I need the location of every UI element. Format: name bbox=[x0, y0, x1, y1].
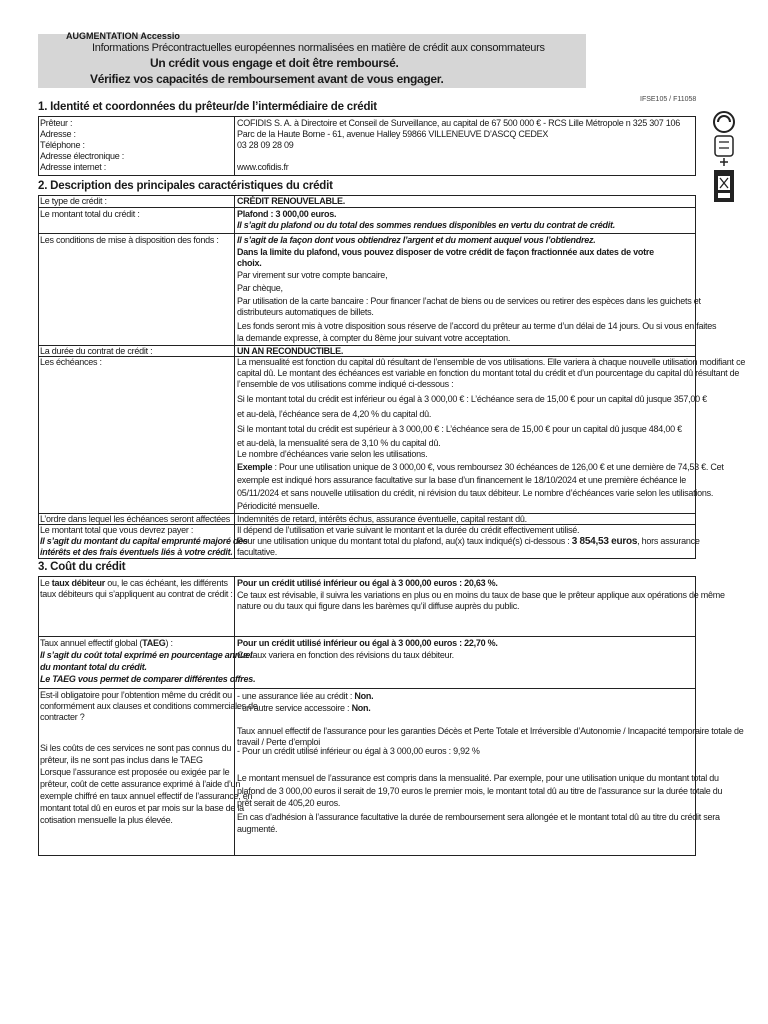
installments-line: Périodicité mensuelle. bbox=[237, 501, 320, 511]
insurance-detail-line: travail / Perte d’emploi bbox=[237, 737, 321, 747]
funds-conditions-line: Par utilisation de la carte bancaire : Pour financer l’achat de biens ou de services ou retirer des espèces dans les guichets et bbox=[237, 296, 701, 306]
total-payable-note: Il s’agit du montant du capital emprunté majoré des bbox=[40, 536, 248, 546]
installments-example: Exemple : Pour une utilisation unique de 3 000,00 €, vous remboursez 30 échéances de 126,00 € et une dernière de 74,53 €. Cet bbox=[237, 462, 724, 472]
allocation-order-value: Indemnités de retard, intérêts échus, assurance éventuelle, capital restant dû. bbox=[237, 514, 527, 524]
total-payable-label: Le montant total que vous devrez payer : bbox=[40, 525, 194, 535]
address-label: Adresse : bbox=[40, 129, 76, 139]
insurance-detail-line: augmenté. bbox=[237, 824, 278, 834]
side-icon-strip bbox=[710, 108, 738, 204]
document-subtitle: Informations Précontractuelles européennes normalisées en matière de crédit aux consommateurs bbox=[92, 42, 545, 54]
funds-conditions-line: la demande expresse, à compter du 8ème jour suivant votre acceptation. bbox=[237, 333, 511, 343]
insurance-detail-line: - Pour un crédit utilisé inférieur ou égal à 3 000,00 euros : 9,92 % bbox=[237, 746, 480, 756]
duration-value: UN AN RECONDUCTIBLE. bbox=[237, 346, 344, 356]
section-1-title: 1. Identité et coordonnées du prêteur/de l’intermédiaire de crédit bbox=[38, 101, 377, 113]
insurance-question-line: prêteur, ils ne sont pas inclus dans le TAEG bbox=[40, 755, 203, 765]
total-payable-amount-line: Pour une utilisation unique du montant total du plafond, au(x) taux indiqué(s) ci-dessous : 3 854,53 euros, hors assurance bbox=[237, 536, 700, 547]
borrowing-rate-label-2: taux débiteurs qui s’appliquent au contrat de crédit : bbox=[40, 589, 233, 599]
insurance-question-line: cotisation mensuelle la plus élevée. bbox=[40, 815, 173, 825]
taeg-value: Pour un crédit utilisé inférieur ou égal à 3 000,00 euros : 22,70 %. bbox=[237, 638, 498, 648]
funds-conditions-line: Par virement sur votre compte bancaire, bbox=[237, 270, 388, 280]
insurance-question-line: Lorsque l’assurance est proposée ou exigée par le bbox=[40, 767, 230, 777]
allocation-order-label: L’ordre dans lequel les échéances seront affectées bbox=[40, 514, 230, 524]
insurance-detail-line: Taux annuel effectif de l’assurance pour les garanties Décès et Perte Totale et Irréversible d’Autonomie / Incapacité temporaire totale de bbox=[237, 726, 744, 736]
borrowing-rate-label: Le taux débiteur ou, le cas échéant, les différents bbox=[40, 578, 228, 588]
installments-line: capital dû. Le montant des échéances est variable en fonction du montant total du crédit et d’un pourcentage du capital dû résultant de bbox=[237, 368, 740, 378]
insurance-detail-line: prêt serait de 405,20 euros. bbox=[237, 798, 341, 808]
insurance-question-line: prêteur, coût de cette assurance exprimé à l’aide d’un bbox=[40, 779, 241, 789]
taeg-note: du montant total du crédit. bbox=[40, 662, 147, 672]
section-2-title: 2. Description des principales caractéristiques du crédit bbox=[38, 180, 333, 192]
warning-line-1: Un crédit vous engage et doit être remboursé. bbox=[150, 56, 399, 70]
taeg-note: Il s’agit du coût total exprimé en pourcentage annuel bbox=[40, 650, 253, 660]
borrowing-rate-line: Ce taux est révisable, il suivra les variations en plus ou en moins du taux de base que le prêteur applique aux opérations de même bbox=[237, 590, 725, 600]
taeg-note: Le TAEG vous permet de comparer différentes offres. bbox=[40, 674, 256, 684]
installments-line: exemple est indiqué hors assurance facultative sur la base d’un financement le 18/10/2024 et une première échéance le bbox=[237, 475, 687, 485]
taeg-line: Ce taux variera en fonction des révisions du taux débiteur. bbox=[237, 650, 454, 660]
taeg-label: Taux annuel effectif global (TAEG) : bbox=[40, 638, 173, 648]
insurance-question-line: conformément aux clauses et conditions commerciales de bbox=[40, 701, 258, 711]
installments-line: 05/11/2024 et sans nouvelle utilisation du crédit, ni révision du taux débiteur. Le nombre d’échéances varie selon les utilisations. bbox=[237, 488, 714, 498]
insurance-question-line: Si les coûts de ces services ne sont pas connus du bbox=[40, 743, 232, 753]
insurance-question-line: contracter ? bbox=[40, 712, 85, 722]
funds-conditions-line: choix. bbox=[237, 258, 262, 268]
installments-line: et au-delà, l’échéance sera de 4,20 % du capital dû. bbox=[237, 409, 432, 419]
phone-value: 03 28 09 28 09 bbox=[237, 140, 294, 150]
total-payable-line: facultative. bbox=[237, 547, 278, 557]
installments-line: Le nombre d’échéances varie selon les utilisations. bbox=[237, 449, 428, 459]
warning-line-2: Vérifiez vos capacités de remboursement avant de vous engager. bbox=[90, 72, 444, 86]
insurance-question-line: Est-il obligatoire pour l’obtention même du crédit ou bbox=[40, 690, 232, 700]
total-amount-note: Il s’agit du plafond ou du total des sommes rendues disponibles en vertu du contrat de crédit. bbox=[237, 220, 616, 230]
funds-conditions-line: distributeurs automatiques de billets. bbox=[237, 307, 374, 317]
lender-value: COFIDIS S. A. à Directoire et Conseil de Surveillance, au capital de 67 500 000 € - RCS Lille Métropole n 325 307 106 bbox=[237, 118, 681, 128]
website-label: Adresse internet : bbox=[40, 162, 107, 172]
linked-insurance-answer: - une assurance liée au crédit : Non. bbox=[237, 691, 374, 701]
address-value: Parc de la Haute Borne - 61, avenue Halley 59866 VILLENEUVE D’ASCQ CEDEX bbox=[237, 129, 549, 139]
recycling-icon bbox=[710, 108, 738, 204]
installments-line: Si le montant total du crédit est inférieur ou égal à 3 000,00 € : L’échéance sera de 15,00 € pour un capital dû jusque 357,00 € bbox=[237, 394, 707, 404]
installments-line: l’ensemble de vos utilisations comme indiqué ci-dessous : bbox=[237, 379, 454, 389]
insurance-detail-line: En cas d’adhésion à l’assurance facultative la durée de remboursement sera allongée et le montant total dû au titre du crédit sera bbox=[237, 812, 720, 822]
duration-label: La durée du contrat de crédit : bbox=[40, 346, 153, 356]
funds-conditions-line: Les fonds seront mis à votre disposition sous réserve de l’accord du prêteur au terme d’un délai de 14 jours. Ou si vous en faites bbox=[237, 321, 717, 331]
other-service-answer: - un autre service accessoire : Non. bbox=[237, 703, 371, 713]
credit-type-value: CRÉDIT RENOUVELABLE. bbox=[237, 196, 346, 206]
document-reference: IFSE105 / F11058 bbox=[640, 96, 697, 103]
insurance-question-line: montant total dû en euros et par mois sur la base de la bbox=[40, 803, 244, 813]
funds-conditions-line: Il s’agit de la façon dont vous obtiendrez l’argent et du moment auquel vous l’obtiendrez. bbox=[237, 235, 596, 245]
installments-line: Si le montant total du crédit est supérieur à 3 000,00 € : L’échéance sera de 15,00 € pour un capital dû jusque 484,00 € bbox=[237, 424, 682, 434]
section-3-title: 3. Coût du crédit bbox=[38, 561, 126, 573]
total-amount-label: Le montant total du crédit : bbox=[40, 209, 140, 219]
phone-label: Téléphone : bbox=[40, 140, 85, 150]
website-value[interactable]: www.cofidis.fr bbox=[237, 162, 289, 172]
borrowing-rate-value: Pour un crédit utilisé inférieur ou égal à 3 000,00 euros : 20,63 %. bbox=[237, 578, 498, 588]
funds-conditions-line: Dans la limite du plafond, vous pouvez disposer de votre crédit de façon fractionnée aux dates de votre bbox=[237, 247, 654, 257]
borrowing-rate-line: nature ou du taux qui figure dans les barèmes qu’il diffuse auprès du public. bbox=[237, 601, 520, 611]
total-payable-note: intérêts et des frais éventuels liés à votre crédit. bbox=[40, 547, 233, 557]
insurance-question-line: exemple chiffré en taux annuel effectif de l’assurance, en bbox=[40, 791, 253, 801]
credit-type-label: Le type de crédit : bbox=[40, 196, 107, 206]
insurance-detail-line: plafond de 3 000,00 euros il serait de 19,70 euros le premier mois, le montant total dû au titre de l’assurance sur la durée totale du bbox=[237, 786, 723, 796]
lender-label: Prêteur : bbox=[40, 118, 73, 128]
insurance-detail-line: Le montant mensuel de l’assurance est compris dans la mensualité. Par exemple, pour une utilisation unique du montant total du bbox=[237, 773, 719, 783]
installments-label: Les échéances : bbox=[40, 357, 102, 367]
funds-conditions-label: Les conditions de mise à disposition des fonds : bbox=[40, 235, 219, 245]
installments-line: et au-delà, la mensualité sera de 3,10 % du capital dû. bbox=[237, 438, 441, 448]
total-amount-value: Plafond : 3 000,00 euros. bbox=[237, 209, 337, 219]
email-label: Adresse électronique : bbox=[40, 151, 125, 161]
total-payable-line: Il dépend de l’utilisation et varie suivant le montant et la durée du crédit effectivement utilisé. bbox=[237, 525, 580, 535]
funds-conditions-line: Par chèque, bbox=[237, 283, 283, 293]
document-title: AUGMENTATION Accessio bbox=[66, 31, 180, 41]
installments-line: La mensualité est fonction du capital dû résultant de l’ensemble de vos utilisations. Elle variera à chaque nouvelle utilisation modifiant ce bbox=[237, 357, 746, 367]
